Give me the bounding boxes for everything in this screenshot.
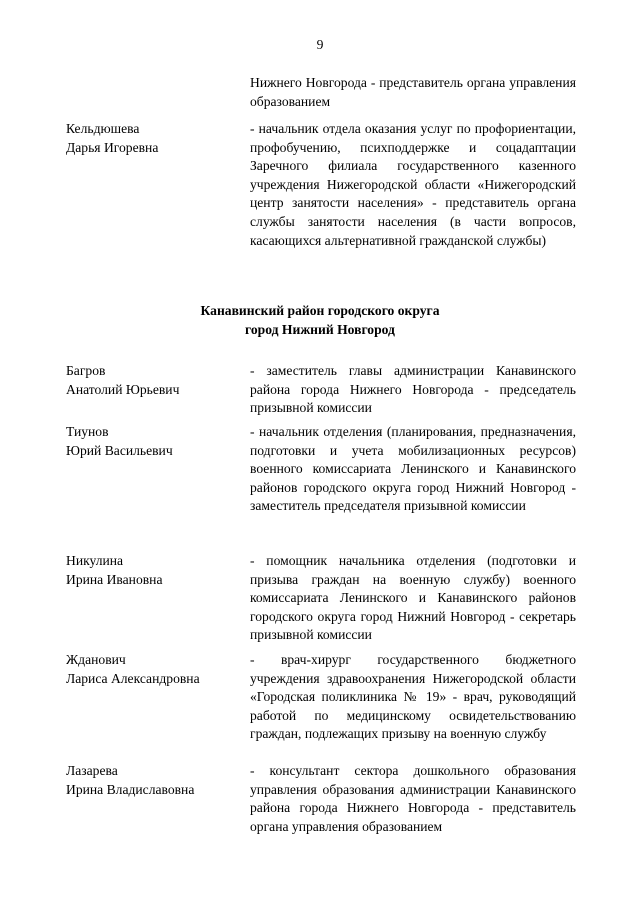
section-heading-line: Канавинский район городского округа <box>200 303 440 318</box>
member-name <box>66 362 241 399</box>
page-number: 9 <box>316 37 324 52</box>
member-given-names: Ирина Ивановна <box>66 571 163 587</box>
member-surname: Никулина <box>66 553 124 568</box>
member-given-names: Ирина Владиславовна <box>66 781 195 797</box>
member-given-names: Анатолий Юрьевич <box>66 381 180 397</box>
member-surname: Тиунов <box>66 424 109 439</box>
member-name <box>66 552 241 589</box>
section-heading-line: город Нижний Новгород <box>245 321 395 337</box>
member-given-names: Лариса Александровна <box>66 670 200 686</box>
member-role: - начальник отдела оказания услуг по профориентации, профобучению, психподдержке и соцадаптации Заречного филиала государственного казенного учреждения Нижегородской области «Нижегородский центр занятости населения» - представитель органа службы занятости населения (в части вопросов, касающихся альтернативной гражданской службы) <box>250 121 576 248</box>
member-name <box>66 423 241 460</box>
member-name <box>66 120 241 157</box>
member-role: - начальник отделения (планирования, предназначения, подготовки и учета мобилизационных ресурсов) военного комиссариата Ленинского и Канавинского районов городского округа город Нижний Новгород - заместитель председателя призывной комиссии <box>250 424 576 514</box>
member-surname: Лазарева <box>66 763 118 778</box>
member-role: - помощник начальника отделения (подготовки и призыва граждан на военную службу) военного комиссариата Ленинского и Канавинского районов городского округа город Нижний Новгород - секретарь призывной комиссии <box>250 553 576 643</box>
member-name <box>66 651 241 688</box>
member-role: - врач-хирург государственного бюджетного учреждения здравоохранения Нижегородской области «Городская поликлиника № 19» - врач, руководящий работой по медицинскому освидетельствованию граждан, подлежащих призыву на военную службу <box>250 652 576 742</box>
member-given-names: Дарья Игоревна <box>66 139 159 155</box>
member-surname: Кельдюшева <box>66 121 140 136</box>
member-name <box>66 762 241 799</box>
section-heading <box>0 302 640 339</box>
member-role: - консультант сектора дошкольного образования управления образования администрации Канавинского района города Нижнего Новгорода - представитель органа управления образованием <box>250 763 576 834</box>
continued-text: Нижнего Новгорода - представитель органа управления образованием <box>250 75 576 109</box>
member-surname: Багров <box>66 363 106 378</box>
member-role: - заместитель главы администрации Канавинского района города Нижнего Новгорода - председатель призывной комиссии <box>250 363 576 416</box>
member-surname: Жданович <box>66 652 126 667</box>
member-given-names: Юрий Васильевич <box>66 442 173 458</box>
